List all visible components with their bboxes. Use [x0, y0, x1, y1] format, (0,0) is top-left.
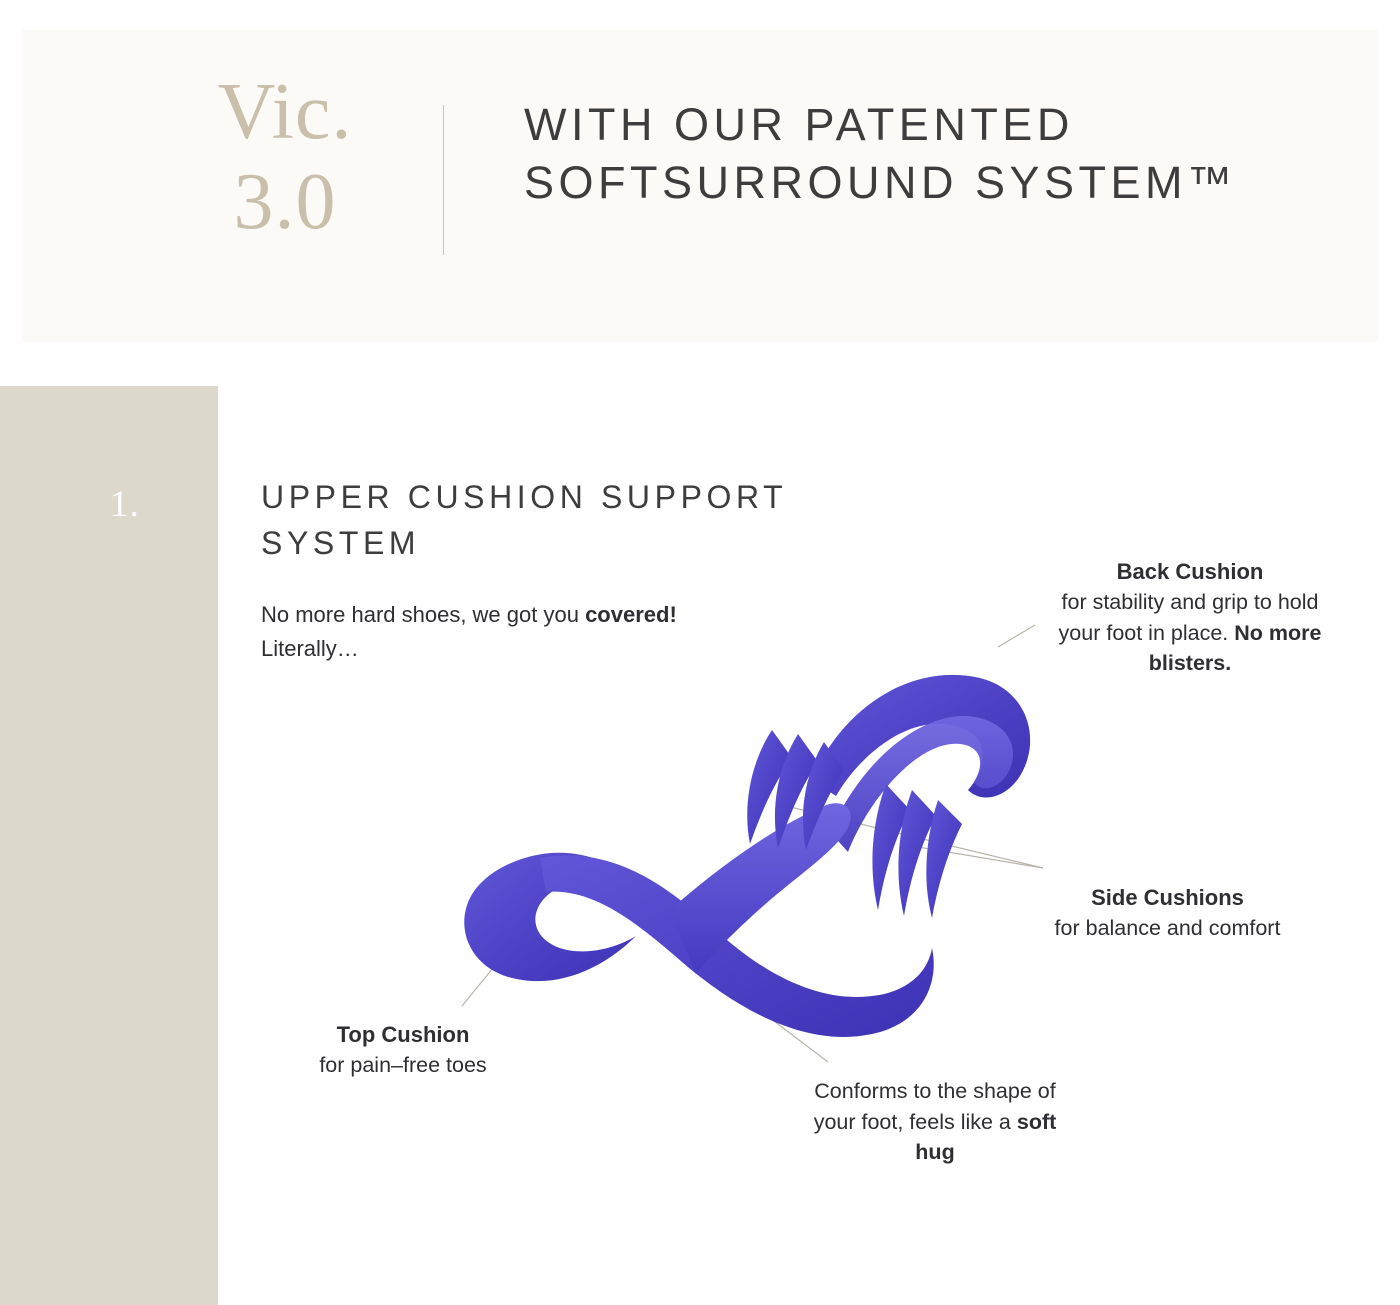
section-subtitle-part1: No more hard shoes, we got you: [261, 602, 586, 627]
section-subtitle-bold: covered!: [585, 602, 677, 627]
callout-back-cushion-body-bold: No more blisters.: [1148, 620, 1322, 676]
callout-top-cushion-title: Top Cushion: [336, 1022, 470, 1047]
callout-side-cushions-body: for balance and comfort: [1054, 916, 1281, 941]
section-subtitle-part2: Literally…: [261, 636, 359, 662]
callout-back-cushion: [1045, 556, 1335, 679]
callout-top-cushion: [258, 1019, 548, 1081]
callout-back-cushion-body: for stability and grip to hold your foot in place.: [1058, 590, 1319, 645]
header-divider: [443, 105, 444, 255]
callout-conform-body: Conforms to the shape of your foot, feels like a: [813, 1079, 1056, 1134]
callout-top-cushion-body: for pain–free toes: [319, 1053, 487, 1078]
section-title: UPPER CUSHION SUPPORT SYSTEM: [261, 479, 787, 562]
callout-conform-body-bold: soft hug: [915, 1109, 1057, 1165]
left-accent-column: [0, 386, 218, 1305]
callout-side-cushions-title: Side Cushions: [1091, 885, 1244, 910]
callout-back-cushion-title: Back Cushion: [1116, 559, 1264, 584]
step-number: 1.: [110, 484, 140, 525]
side-cushion-right-shape: [872, 784, 962, 918]
brand-name-line1: Vic.: [217, 68, 353, 156]
callout-conform: [800, 1076, 1070, 1168]
brand-logo: [170, 68, 400, 246]
callout-side-cushions: [1000, 882, 1335, 944]
header-title: WITH OUR PATENTED SOFTSURROUND SYSTEM™: [524, 99, 1237, 208]
brand-version-line2: 3.0: [233, 158, 337, 246]
instep-strap-shape: [670, 803, 851, 974]
sandal-cushion-illustration: [420, 600, 1100, 1070]
